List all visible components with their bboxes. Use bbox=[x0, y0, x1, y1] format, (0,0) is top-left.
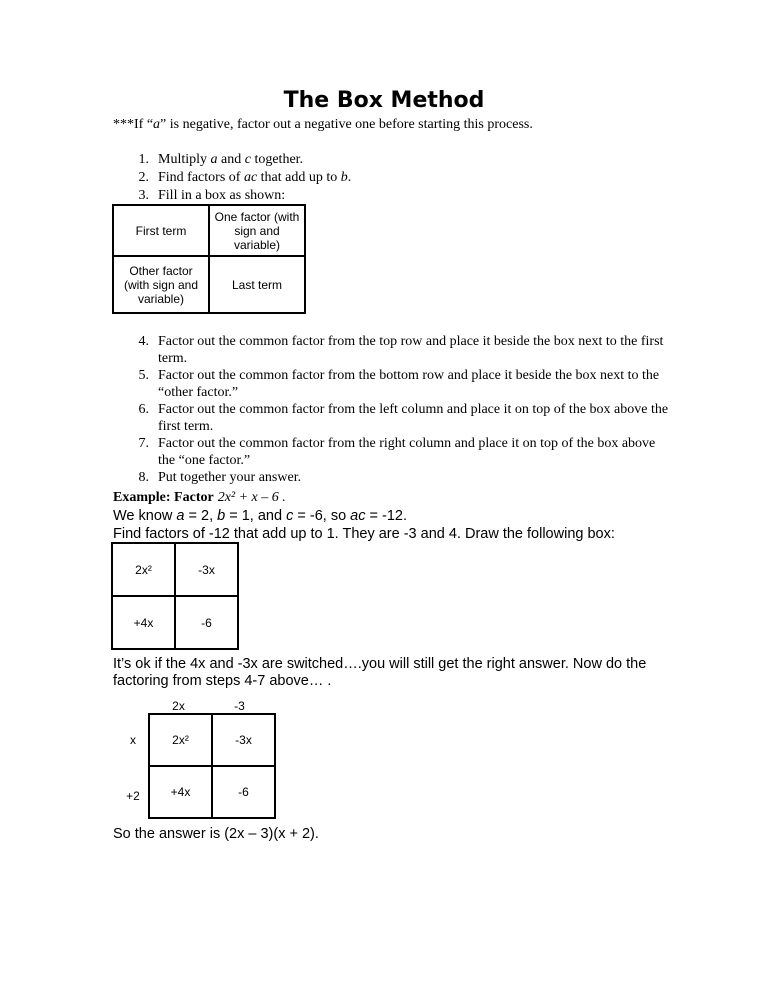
var-c: c bbox=[286, 508, 294, 524]
factored-box bbox=[148, 713, 276, 819]
final-answer: So the answer is (2x – 3)(x + 2). bbox=[113, 826, 319, 842]
example-box-top-right: -3x bbox=[175, 543, 238, 596]
step-text: . bbox=[347, 170, 352, 185]
step-var: b bbox=[340, 170, 348, 185]
step-text: Factor out the common factor from the bottom row and place it beside the box next to the “other factor.” bbox=[158, 368, 660, 400]
factored-box-top-right: -3x bbox=[212, 714, 275, 766]
factors-line: Find factors of -12 that add up to 1. They are -3 and 4. Draw the following box: bbox=[113, 526, 615, 542]
step-text: Multiply bbox=[158, 152, 211, 167]
example-box-bottom-right: -6 bbox=[175, 596, 238, 649]
step-text: together. bbox=[250, 152, 304, 167]
template-box bbox=[112, 204, 306, 314]
step-number: 3. bbox=[138, 188, 149, 203]
factored-box-bottom-left: +4x bbox=[149, 766, 212, 818]
step-text: Factor out the common factor from the left column and place it on top of the box above the first term. bbox=[158, 402, 669, 434]
column-label-right: -3 bbox=[234, 699, 245, 713]
row-label-top: x bbox=[130, 733, 136, 747]
steps-list-part1 bbox=[113, 151, 673, 205]
text-run: = -12. bbox=[365, 508, 408, 524]
step-number: 4. bbox=[138, 334, 149, 349]
row-label-bottom: +2 bbox=[126, 789, 140, 803]
step-item bbox=[113, 187, 673, 204]
step-number: 5. bbox=[138, 368, 149, 383]
example-box-top-left: 2x² bbox=[112, 543, 175, 596]
page-title: The Box Method bbox=[283, 88, 485, 113]
step-text: that add up to bbox=[257, 170, 341, 185]
step-item bbox=[113, 169, 673, 186]
step-var: c bbox=[244, 152, 251, 167]
box-other-factor: Other factor (with sign and variable) bbox=[113, 256, 209, 313]
column-label-left: 2x bbox=[172, 699, 185, 713]
step-number: 7. bbox=[138, 436, 149, 451]
step-text: Find factors of bbox=[158, 170, 244, 185]
example-heading bbox=[113, 490, 286, 506]
step-text: Factor out the common factor from the top row and place it beside the box next to the first term. bbox=[158, 334, 664, 366]
note-suffix: ” is negative, factor out a negative one before starting this process. bbox=[160, 117, 533, 132]
example-expression: 2x² + x – 6 . bbox=[217, 490, 286, 505]
var-b: b bbox=[217, 508, 226, 524]
step-item bbox=[113, 401, 673, 435]
box-last-term: Last term bbox=[209, 256, 305, 313]
box-one-factor: One factor (with sign and variable) bbox=[209, 205, 305, 256]
step-text: Fill in a box as shown: bbox=[158, 188, 286, 203]
note-var: a bbox=[153, 117, 161, 132]
step-text: Factor out the common factor from the right column and place it on top of the box above the “one factor.” bbox=[158, 436, 656, 468]
example-box-bottom-left: +4x bbox=[112, 596, 175, 649]
note-prefix: ***If “ bbox=[113, 117, 154, 132]
known-values-line bbox=[113, 508, 407, 525]
text-run: = 2, bbox=[184, 508, 218, 524]
step-text: Put together your answer. bbox=[158, 470, 302, 485]
step-number: 6. bbox=[138, 402, 149, 417]
step-item bbox=[113, 151, 673, 168]
negative-a-note bbox=[113, 117, 533, 133]
switched-note: It’s ok if the 4x and -3x are switched….you will still get the right answer. Now do the factoring from steps 4-7 above… . bbox=[113, 656, 647, 689]
step-number: 2. bbox=[138, 170, 149, 185]
text-run: We know bbox=[113, 508, 177, 524]
step-var: ac bbox=[243, 170, 258, 185]
text-run: = 1, and bbox=[225, 508, 287, 524]
example-box bbox=[111, 542, 239, 650]
var-ac: ac bbox=[350, 508, 366, 524]
var-a: a bbox=[176, 508, 185, 524]
step-item bbox=[113, 367, 673, 401]
box-first-term: First term bbox=[113, 205, 209, 256]
step-item bbox=[113, 435, 673, 469]
example-label: Example: Factor bbox=[113, 490, 214, 505]
text-run: = -6, so bbox=[293, 508, 351, 524]
step-number: 1. bbox=[138, 152, 149, 167]
step-var: a bbox=[210, 152, 218, 167]
step-text: and bbox=[217, 152, 245, 167]
step-item bbox=[113, 469, 673, 486]
steps-list-part2 bbox=[113, 333, 673, 486]
step-item bbox=[113, 333, 673, 367]
factored-box-top-left: 2x² bbox=[149, 714, 212, 766]
step-number: 8. bbox=[138, 470, 149, 485]
factored-box-bottom-right: -6 bbox=[212, 766, 275, 818]
